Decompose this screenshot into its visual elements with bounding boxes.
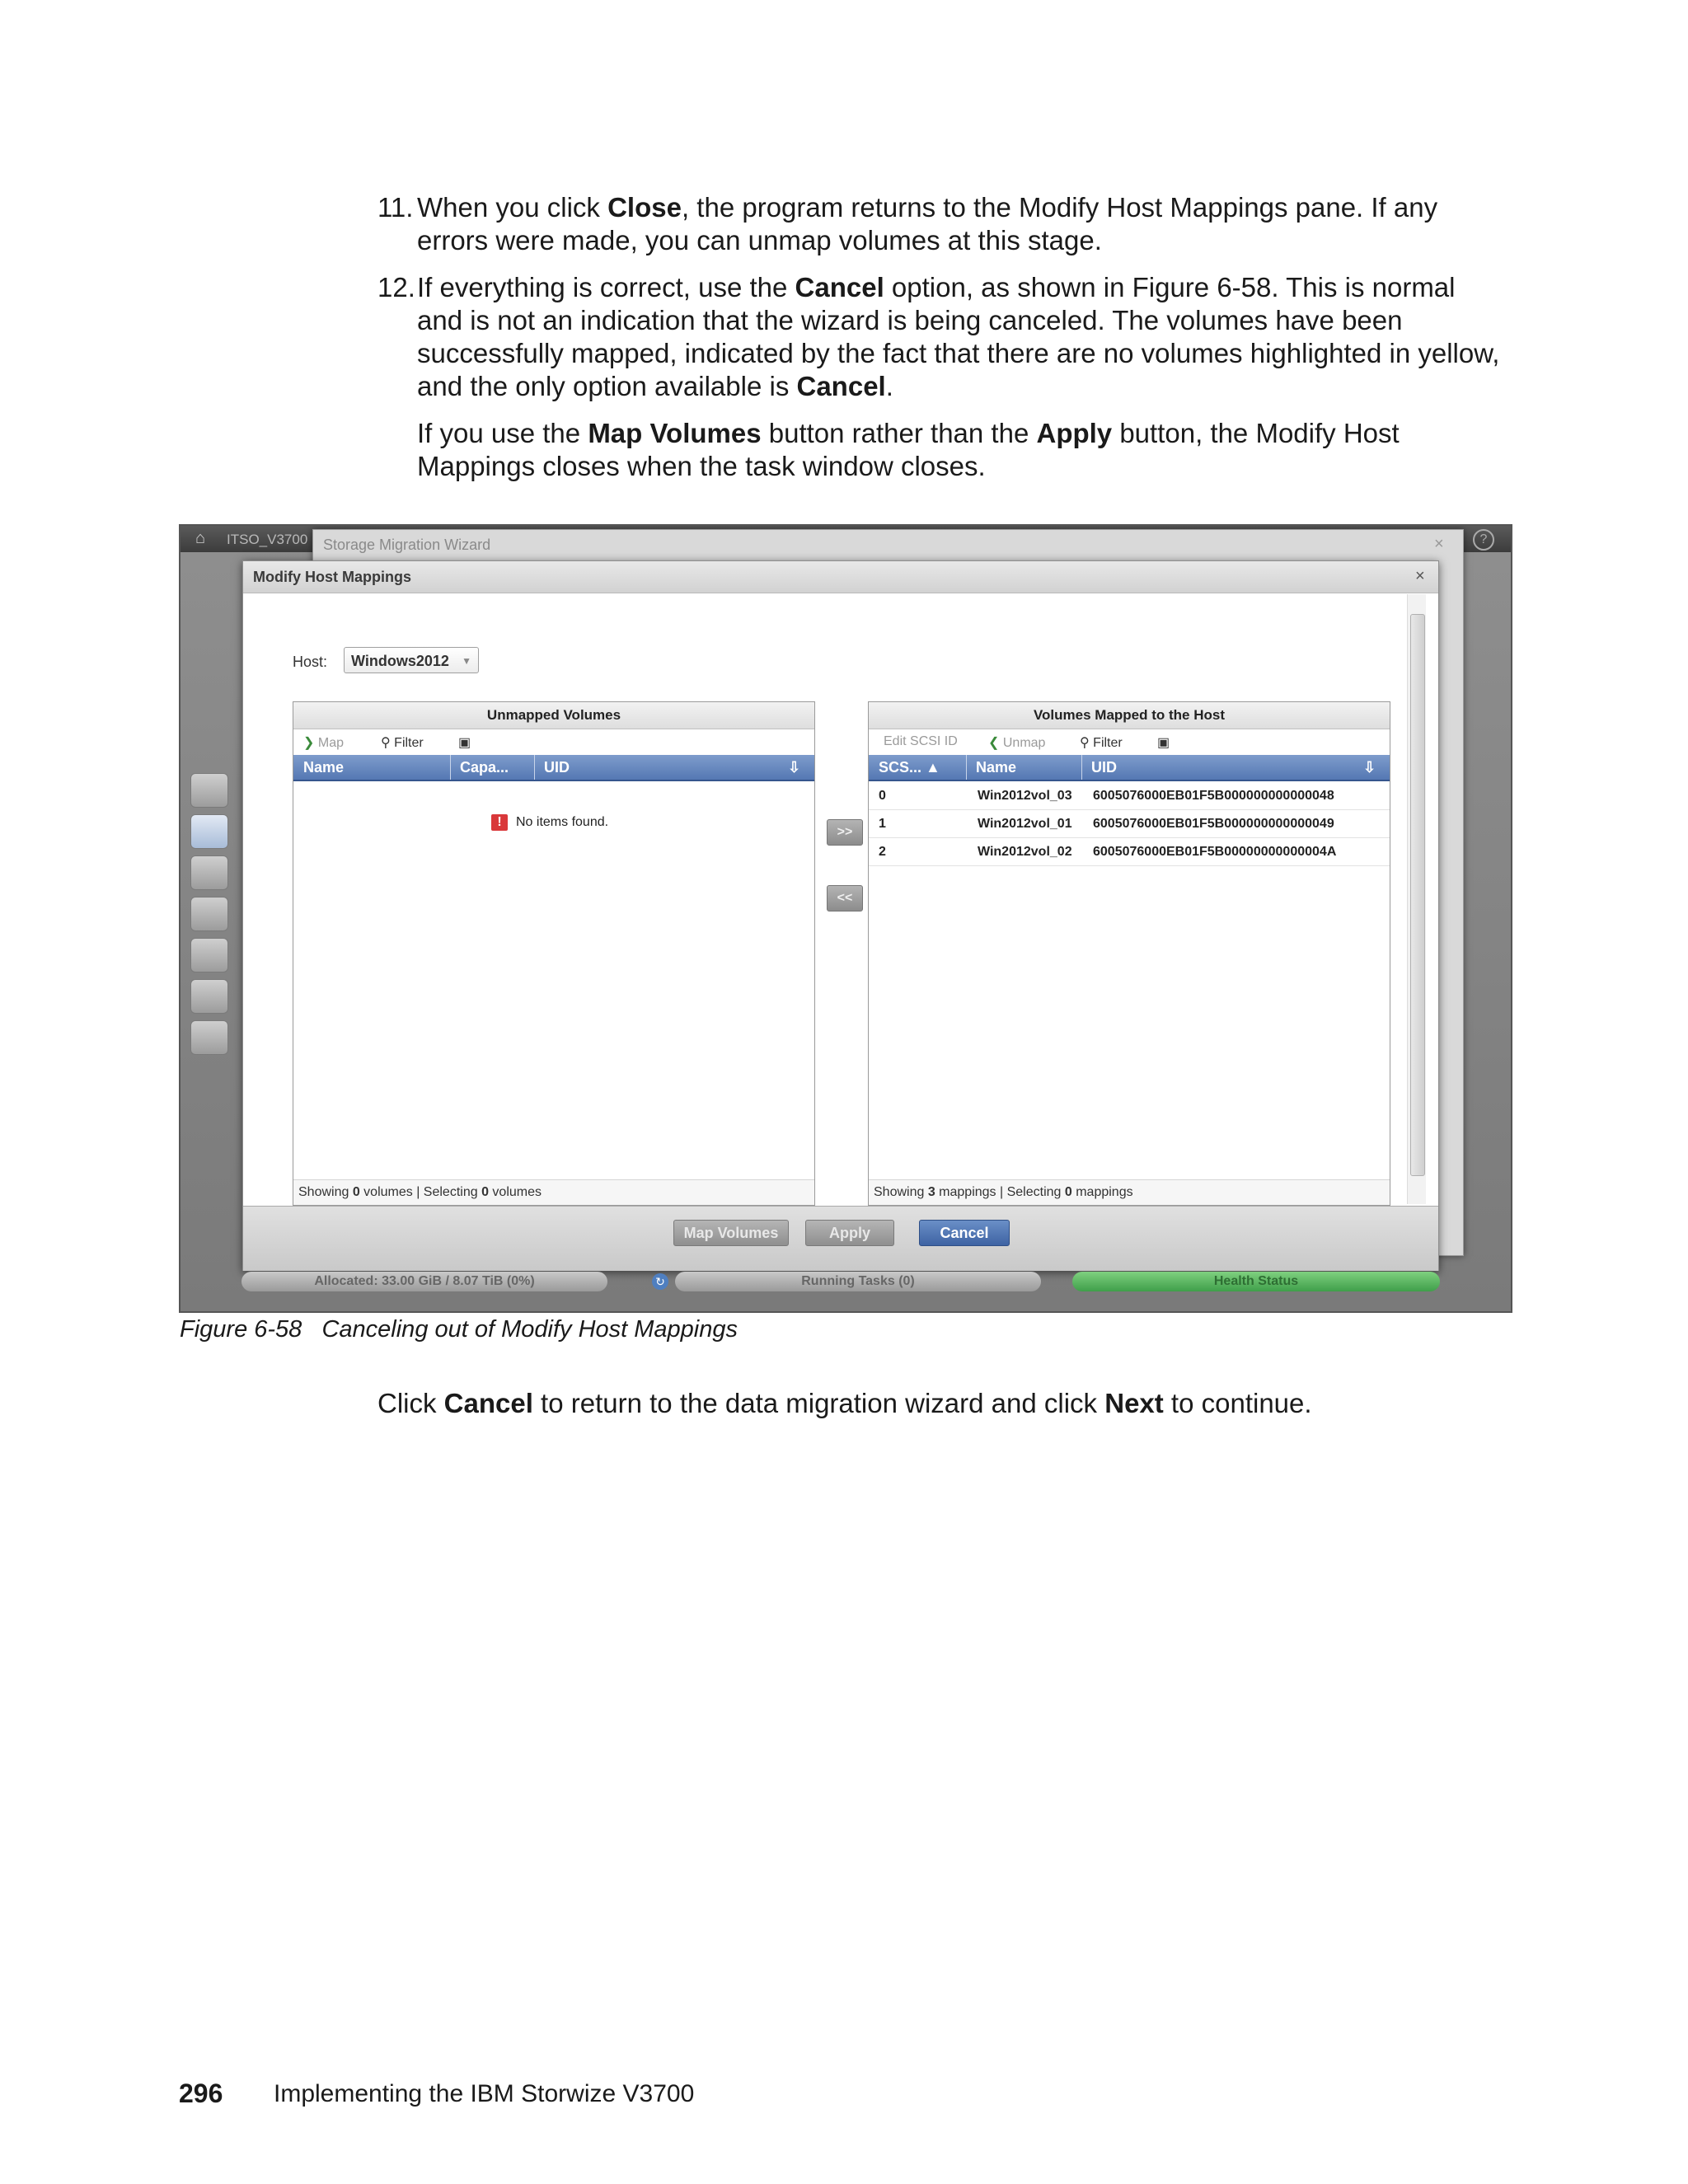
panel-footer bbox=[293, 1179, 814, 1205]
unmap-left-button[interactable]: << bbox=[827, 885, 863, 912]
pools-icon[interactable] bbox=[190, 814, 228, 849]
wizard-close-icon[interactable]: × bbox=[1434, 535, 1444, 553]
column-picker-icon[interactable]: ⇩ bbox=[1363, 759, 1376, 776]
text: . bbox=[885, 371, 893, 401]
column-uid[interactable]: UID bbox=[544, 759, 570, 776]
cell-scsi: 2 bbox=[879, 845, 886, 859]
cell-name: Win2012vol_01 bbox=[978, 817, 1072, 831]
text: , the program returns to the Modify Host Mappings pane. If any bbox=[681, 192, 1438, 223]
panel-toolbar bbox=[293, 729, 814, 754]
edit-scsi-id-button[interactable]: Edit SCSI ID bbox=[884, 734, 958, 748]
home-icon[interactable]: ⌂ bbox=[195, 529, 206, 547]
count: 0 bbox=[481, 1185, 489, 1199]
paragraph-item-11 bbox=[417, 191, 1522, 257]
modify-host-mappings-dialog bbox=[242, 560, 1439, 1271]
chevron-left-icon: ❮ bbox=[988, 736, 1003, 750]
text: When you click bbox=[417, 192, 608, 223]
copy-services-icon[interactable] bbox=[190, 938, 228, 972]
map-volumes-button[interactable]: Map Volumes bbox=[673, 1220, 789, 1246]
cell-scsi: 1 bbox=[879, 817, 886, 831]
list-number-12: 12. bbox=[377, 272, 415, 302]
bold-term: Map Volumes bbox=[588, 418, 762, 448]
bold-term: Cancel bbox=[795, 272, 884, 302]
filter-label: Filter bbox=[394, 736, 424, 750]
cell-uid: 6005076000EB01F5B000000000000048 bbox=[1093, 789, 1334, 803]
apply-button[interactable]: Apply bbox=[805, 1220, 894, 1246]
empty-text: No items found. bbox=[516, 815, 609, 829]
count: 3 bbox=[927, 1185, 935, 1199]
bold-term: Cancel bbox=[796, 371, 886, 401]
panel-title: Unmapped Volumes bbox=[293, 702, 814, 729]
save-icon[interactable]: ▣ bbox=[458, 736, 471, 750]
help-icon[interactable]: ? bbox=[1473, 529, 1494, 551]
column-scsi-label: SCS... bbox=[879, 759, 922, 776]
panel-title: Volumes Mapped to the Host bbox=[869, 702, 1390, 729]
chevron-right-icon: ❯ bbox=[303, 736, 318, 750]
text: and is not an indication that the wizard is being canceled. The volumes have been bbox=[417, 305, 1403, 335]
text: Showing bbox=[298, 1185, 353, 1199]
cell-scsi: 0 bbox=[879, 789, 886, 803]
cell-name: Win2012vol_03 bbox=[978, 789, 1072, 803]
bold-term: Close bbox=[607, 192, 682, 223]
column-divider bbox=[966, 755, 967, 780]
text: button, the Modify Host bbox=[1112, 418, 1400, 448]
column-name[interactable]: Name bbox=[303, 759, 345, 776]
settings-icon[interactable] bbox=[190, 1020, 228, 1055]
access-icon[interactable] bbox=[190, 979, 228, 1014]
error-icon: ! bbox=[491, 814, 508, 831]
unmapped-volumes-panel bbox=[293, 701, 815, 1206]
text: to return to the data migration wizard and click bbox=[532, 1388, 1105, 1418]
cell-name: Win2012vol_02 bbox=[978, 845, 1072, 859]
host-select[interactable] bbox=[344, 647, 479, 673]
figure-screenshot bbox=[179, 524, 1512, 1313]
column-divider bbox=[1081, 755, 1082, 780]
column-divider bbox=[534, 755, 535, 780]
column-name[interactable]: Name bbox=[976, 759, 1017, 776]
text: successfully mapped, indicated by the fact that there are no volumes highlighted in yellow, bbox=[417, 338, 1500, 368]
count: 0 bbox=[352, 1185, 360, 1199]
bold-term: Apply bbox=[1036, 418, 1113, 448]
paragraph-note bbox=[417, 417, 1522, 483]
unmap-button[interactable] bbox=[988, 734, 1045, 751]
host-value: Windows2012 bbox=[351, 653, 449, 669]
filter-label: Filter bbox=[1093, 736, 1123, 750]
running-title: Implementing the IBM Storwize V3700 bbox=[274, 2080, 695, 2107]
mapped-volumes-panel bbox=[868, 701, 1390, 1206]
cell-uid: 6005076000EB01F5B00000000000004A bbox=[1093, 845, 1337, 859]
cancel-button[interactable]: Cancel bbox=[919, 1220, 1010, 1246]
search-icon: ⚲ bbox=[1080, 736, 1094, 750]
table-header bbox=[869, 755, 1390, 781]
hosts-icon[interactable] bbox=[190, 897, 228, 931]
save-icon[interactable]: ▣ bbox=[1157, 736, 1170, 750]
bold-term: Cancel bbox=[443, 1388, 533, 1418]
dialog-scrollbar[interactable] bbox=[1407, 594, 1426, 1204]
text: volumes | Selecting bbox=[359, 1185, 482, 1199]
column-picker-icon[interactable]: ⇩ bbox=[788, 759, 801, 776]
list-number-11: 11. bbox=[377, 192, 414, 223]
page-number: 296 bbox=[179, 2079, 223, 2108]
map-right-button[interactable]: >> bbox=[827, 819, 863, 846]
table-row[interactable] bbox=[869, 837, 1390, 866]
cell-uid: 6005076000EB01F5B000000000000049 bbox=[1093, 817, 1334, 831]
footer-text bbox=[869, 1185, 1133, 1199]
table-header bbox=[293, 755, 814, 781]
empty-message bbox=[491, 814, 608, 831]
health-status[interactable]: Health Status bbox=[1072, 1272, 1440, 1291]
running-tasks-status[interactable]: Running Tasks (0) bbox=[675, 1272, 1041, 1291]
text: errors were made, you can unmap volumes at this stage. bbox=[417, 225, 1102, 255]
text: mappings | Selecting bbox=[935, 1185, 1065, 1199]
filter-button[interactable] bbox=[1080, 734, 1123, 751]
dialog-footer bbox=[243, 1206, 1438, 1271]
table-row[interactable] bbox=[869, 781, 1390, 810]
panel-footer bbox=[869, 1179, 1390, 1205]
dialog-header bbox=[243, 561, 1438, 593]
table-row[interactable] bbox=[869, 809, 1390, 838]
host-label: Host: bbox=[293, 654, 328, 670]
unmap-label: Unmap bbox=[1002, 736, 1046, 750]
chevron-down-icon: ▼ bbox=[462, 655, 471, 667]
text: option, as shown in Figure 6-58. This is normal bbox=[884, 272, 1456, 302]
column-divider bbox=[450, 755, 451, 780]
filter-button[interactable] bbox=[381, 734, 424, 751]
dialog-close-icon[interactable]: × bbox=[1415, 567, 1425, 585]
refresh-icon[interactable]: ↻ bbox=[652, 1273, 668, 1290]
monitoring-icon[interactable] bbox=[190, 773, 228, 808]
wizard-title: Storage Migration Wizard bbox=[323, 537, 491, 553]
map-button[interactable] bbox=[303, 734, 344, 751]
text: and the only option available is bbox=[417, 371, 797, 401]
text: Mappings closes when the task window closes. bbox=[417, 451, 986, 481]
paragraph-item-12 bbox=[417, 271, 1522, 403]
text: volumes bbox=[488, 1185, 542, 1199]
panel-toolbar bbox=[869, 729, 1390, 754]
allocated-status[interactable]: Allocated: 33.00 GiB / 8.07 TiB (0%) bbox=[241, 1272, 607, 1291]
column-uid[interactable]: UID bbox=[1091, 759, 1117, 776]
column-capacity[interactable]: Capa... bbox=[460, 759, 509, 776]
volumes-icon[interactable] bbox=[190, 855, 228, 890]
text: If everything is correct, use the bbox=[417, 272, 795, 302]
text: button rather than the bbox=[761, 418, 1037, 448]
paragraph-closing bbox=[377, 1387, 1531, 1420]
text: to continue. bbox=[1163, 1388, 1312, 1418]
system-name: ITSO_V3700 bbox=[227, 532, 308, 547]
text: mappings bbox=[1071, 1185, 1133, 1199]
dialog-title: Modify Host Mappings bbox=[253, 569, 411, 585]
footer-text bbox=[293, 1185, 542, 1199]
text: If you use the bbox=[417, 418, 588, 448]
column-scsi-id[interactable] bbox=[879, 759, 940, 776]
text: Showing bbox=[874, 1185, 928, 1199]
count: 0 bbox=[1064, 1185, 1072, 1199]
bold-term: Next bbox=[1104, 1388, 1164, 1418]
map-label: Map bbox=[317, 736, 344, 750]
search-icon: ⚲ bbox=[381, 736, 395, 750]
text: Click bbox=[377, 1388, 444, 1418]
scrollbar-thumb[interactable] bbox=[1410, 614, 1425, 1176]
sort-ascending-icon: ▲ bbox=[926, 759, 940, 776]
figure-caption: Figure 6-58 Canceling out of Modify Host Mappings bbox=[180, 1316, 738, 1343]
